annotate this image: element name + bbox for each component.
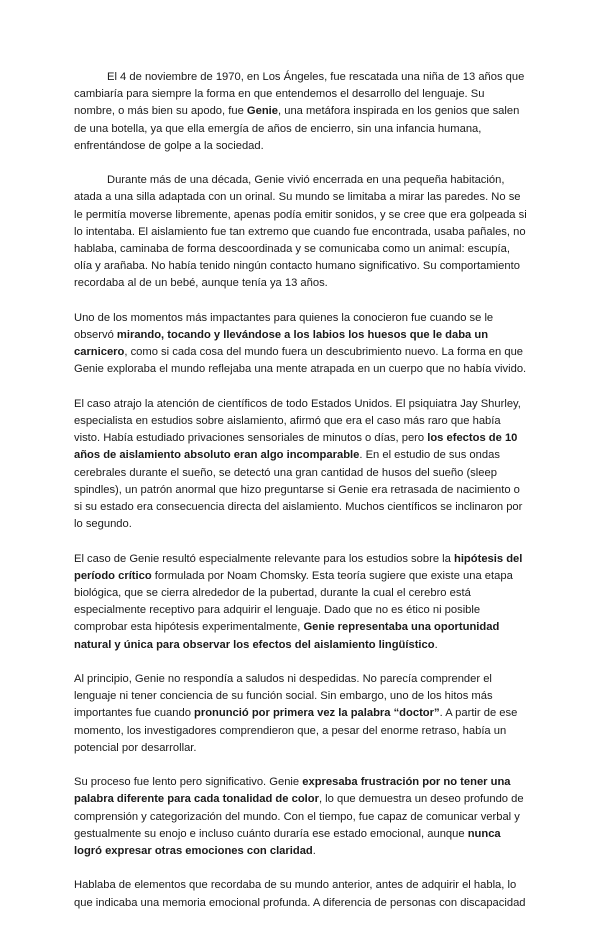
document-body: [74, 69, 528, 929]
paragraph-6-run-3: . A partir de ese momento, los investigadores comprendieron que, a pesar del enorme retraso, había un potencial por desarrollar.: [74, 707, 518, 754]
paragraph-4-run-2-bold: los efectos de 10 años de aislamiento absoluto eran algo incomparable: [74, 432, 518, 462]
paragraph-1-run-1: El 4 de noviembre de 1970, en Los Ángeles, fue rescatada una niña de 13 años que cambiaría para siempre la forma en que entendemos el desarrollo del lenguaje. Su nombre, o más bien su apodo, fue: [74, 71, 525, 118]
paragraph-5-run-4-bold: Genie representaba una oportunidad natural y única para observar los efectos del aislamiento lingüístico: [74, 621, 500, 651]
paragraph-5: [74, 551, 528, 654]
paragraph-5-run-5: .: [434, 638, 438, 651]
paragraph-4-run-1: El caso atrajo la atención de científicos de todo Estados Unidos. El psiquiatra Jay Shurley, especialista en estudios sobre aislamiento, afirmó que era el caso más raro que había visto. Había estudiado privaciones sensoriales de minutos o días, pero: [74, 397, 521, 445]
paragraph-5-run-2-bold: hipótesis del período crítico: [74, 552, 523, 582]
paragraph-1-run-3: , una metáfora inspirada en los genios que salen de una botella, ya que ella emergía de años de encierro, sin una infancia humana, enfrentándose de golpe a la sociedad.: [74, 105, 520, 152]
paragraph-2: [74, 172, 528, 292]
paragraph-7-run-1: Su proceso fue lento pero significativo. Genie: [74, 776, 303, 789]
paragraph-7: [74, 774, 528, 860]
paragraph-5-run-1: El caso de Genie resultó especialmente relevante para los estudios sobre la: [74, 552, 454, 565]
paragraph-4: [74, 396, 528, 534]
paragraph-1-run-2-bold: Genie: [246, 105, 278, 118]
paragraph-1: [74, 69, 528, 155]
paragraph-8: [74, 877, 528, 911]
paragraph-3-run-3: , como si cada cosa del mundo fuera un descubrimiento nuevo. La forma en que Genie exploraba el mundo reflejaba una mente atrapada en un cuerpo que no había vivido.: [74, 346, 527, 376]
paragraph-6: [74, 671, 528, 757]
paragraph-6-run-1: Al principio, Genie no respondía a saludos ni despedidas. No parecía comprender el lenguaje ni tener conciencia de su función social. Sin embargo, uno de los hitos más importantes fue cuando: [74, 673, 493, 720]
paragraph-3-run-2-bold: mirando, tocando y llevándose a los labios los huesos que le daba un carnicero: [74, 329, 489, 359]
paragraph-3: [74, 310, 528, 379]
paragraph-4-run-3: . En el estudio de sus ondas cerebrales durante el sueño, se detectó una gran cantidad de husos del sueño (sleep spindles), un patrón anormal que hizo preguntarse si Genie era retrasada de nacimiento o si su estado era consecuencia directa del aislamiento. Muchos científicos se inclinaron por lo segundo.: [74, 449, 523, 531]
paragraph-6-run-2-bold: pronunció por primera vez la palabra “doctor”: [194, 707, 440, 720]
paragraph-8-run-1: Hablaba de elementos que recordaba de su mundo anterior, antes de adquirir el habla, lo que indicaba una memoria emocional profunda. A diferencia de personas con discapacidad: [74, 879, 526, 909]
paragraph-7-run-4-bold: nunca logró expresar otras emociones con claridad: [74, 827, 501, 858]
paragraph-3-run-1: Uno de los momentos más impactantes para quienes la conocieron fue cuando se le observó: [74, 311, 494, 342]
paragraph-7-run-5: .: [312, 845, 316, 858]
paragraph-2-run-1: Durante más de una década, Genie vivió encerrada en una pequeña habitación, atada a una silla adaptada con un orinal. Su mundo se limitaba a mirar las paredes. No se le permitía moverse libremente, apenas podía emitir sonidos, y se cree que era golpeada si lo intentaba. El aislamiento fue tan extremo que cuando fue encontrada, usaba pañales, no hablaba, caminaba de forma descoordinada y se comunicaba como un animal: escupía, olía y arañaba. No había tenido ningún contacto humano significativo. Su comportamiento recordaba al de un bebé, aunque tenía ya 13 años.: [74, 174, 527, 290]
paragraph-7-run-3: , lo que demuestra un deseo profundo de comprensión y categorización del mundo. Con el tiempo, fue capaz de comunicar verbal y gestualmente su enojo e incluso cuánto duraría ese estado emocional, aunque: [74, 793, 524, 840]
paragraph-5-run-3: formulada por Noam Chomsky. Esta teoría sugiere que existe una etapa biológica, que se cierra alrededor de la pubertad, durante la cual el cerebro está especialmente receptivo para adquirir el lenguaje. Dado que no es ético ni posible comprobar esta hipótesis experimentalmente,: [74, 569, 513, 634]
paragraph-7-run-2-bold: expresaba frustración por no tener una palabra diferente para cada tonalidad de color: [74, 776, 511, 806]
